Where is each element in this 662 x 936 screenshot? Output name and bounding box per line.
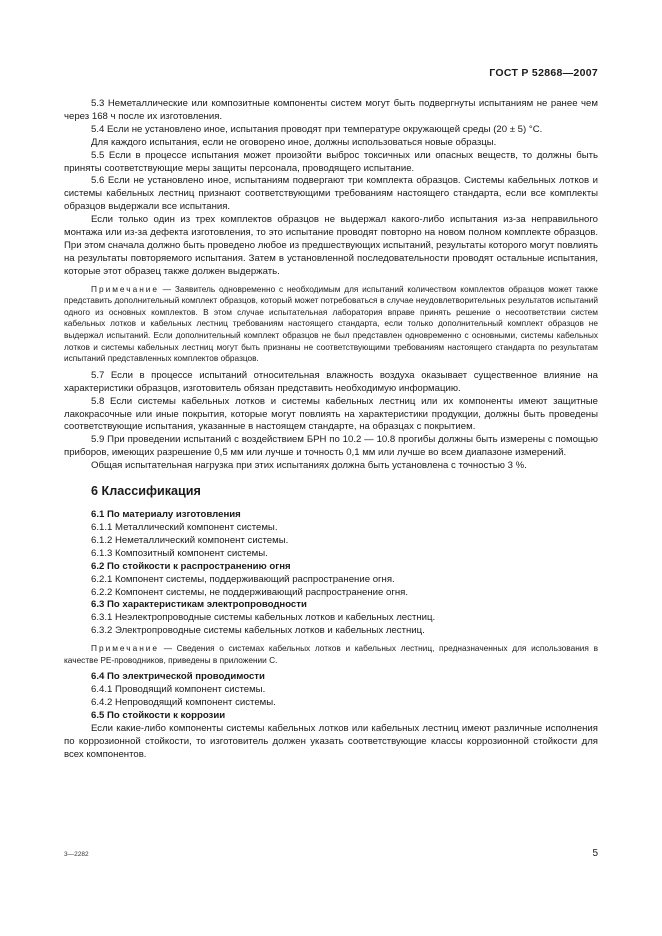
page-number: 5 — [592, 848, 598, 859]
section-6-title: 6 Классификация — [91, 484, 201, 499]
clause-5-6: 5.6 Если не установлено иное, испытаниям подвергают три комплекта образцов. Системы кабельных лотков и системы кабельных лестниц признают соответствующими требованиям настоящего стандарта, если все комплекты образцов выдержали все испытания. — [64, 175, 598, 213]
note-2-text: — Сведения о системах кабельных лотков и кабельных лестниц, предназначенных для использования в качестве РЕ-проводников, приведены в приложении С. — [64, 643, 598, 665]
clause-6-4: 6.4 По электрической проводимости — [91, 671, 265, 683]
clause-6-3-2: 6.3.2 Электропроводные системы кабельных лотков и кабельных лестниц. — [91, 625, 425, 637]
clause-6-1-3: 6.1.3 Композитный компонент системы. — [91, 547, 268, 559]
clause-6-2-1: 6.2.1 Компонент системы, поддерживающий распространение огня. — [91, 573, 395, 585]
clause-6-3-1: 6.3.1 Неэлектропроводные системы кабельных лотков и кабельных лестниц. — [91, 612, 436, 624]
clause-6-5-text: Если какие-либо компоненты системы кабельных лотков или кабельных лестниц имеют различные исполнения по коррозионной стойкости, то изготовитель должен указать соответствующие классы коррозионной стойкости для всех компонентов. — [64, 722, 598, 760]
clause-6-5: 6.5 По стойкости к коррозии — [91, 710, 226, 722]
clause-6-2: 6.2 По стойкости к распространению огня — [91, 560, 291, 572]
clause-6-3: 6.3 По характеристикам электропроводности — [91, 599, 307, 611]
note-1-text: — Заявитель одновременно с необходимым для испытаний количеством комплектов образцов может также представить дополнительный комплект образцов, который может потребоваться в случае неудовлетворительных результатов испытаний одного из основных комплектов. В этом случае испытательная лаборатория вправе принять решение о несоответствии систем кабельных лотков и кабельных лестниц требованиям настоящего стандарта, если только дополнительный комплект образцов не выдержал испытаний. Если дополнительный комплект образцов не был представлен одновременно с основными, системы кабельных лотков и системы кабельных лестниц могут быть признаны не соответствующими требованиям настоящего стандарта по результатам испытаний представленных комплектов образцов. — [64, 283, 598, 364]
clause-6-1: 6.1 По материалу изготовления — [91, 509, 241, 521]
main-content — [64, 98, 598, 762]
clause-5-3: 5.3 Неметаллические или композитные компоненты систем могут быть подвергнуты испытаниям не ранее чем через 168 ч после их изготовления. — [64, 98, 598, 122]
document-header: ГОСТ Р 52868—2007 — [489, 67, 598, 79]
clause-6-1-1: 6.1.1 Металлический компонент системы. — [91, 522, 278, 533]
clause-5-7: 5.7 Если в процессе испытаний относительная влажность воздуха оказывает существенное влияние на характеристики образцов, изготовитель обязан представить необходимую информацию. — [64, 369, 598, 394]
clause-5-4: 5.4 Если не установлено иное, испытания проводят при температуре окружающей среды (20 ± 5) °С. — [91, 123, 543, 135]
clause-5-6-cont: Если только один из трех комплектов образцов не выдержал какого-либо испытания из-за неправильного монтажа или из-за дефекта изготовления, то это испытание проводят повторно на новом полном комплекте образцов. При этом сначала должно быть проведено любое из предшествующих испытаний, результаты которого могут повлиять на результаты повторяемого испытания. Затем в установленной последовательности проводят остальные испытания, которые этот образец также должен выдержать. — [64, 214, 598, 277]
note-2-label: Примечание — [91, 643, 160, 654]
clause-6-2-2: 6.2.2 Компонент системы, не поддерживающий распространение огня. — [91, 586, 408, 598]
clause-5-9: 5.9 При проведении испытаний с воздействием БРН по 10.2 — 10.8 прогибы должны быть измерены с помощью приборов, имеющих разрешение 0,5 мм или лучше и точность 0,1 мм или лучше во всем диапазоне измерений. — [64, 434, 598, 459]
clause-5-5: 5.5 Если в процессе испытания может произойти выброс токсичных или опасных веществ, то должны быть приняты соответствующие меры защиты персонала, проводящего испытание. — [64, 149, 598, 174]
note-1 — [64, 284, 598, 365]
clause-5-8: 5.8 Если системы кабельных лотков и системы кабельных лестниц или их компоненты имеют защитные лакокрасочные или иные покрытия, которые могут повлиять на характеристики продукции, должны быть проведены соответствующие испытания, указанные в настоящем стандарте, на образцах с покрытием. — [64, 395, 598, 433]
clause-5-4-cont: Для каждого испытания, если не оговорено иное, должны использоваться новые образцы. — [91, 136, 497, 148]
clause-6-1-2: 6.1.2 Неметаллический компонент системы. — [91, 534, 289, 546]
note-2 — [64, 643, 598, 666]
print-code: 3—2282 — [64, 851, 89, 858]
clause-5-9-cont: Общая испытательная нагрузка при этих испытаниях должна быть установлена с точностью 3 %. — [91, 460, 527, 472]
clause-6-4-1: 6.4.1 Проводящий компонент системы. — [91, 684, 266, 696]
note-1-label: Примечание — [91, 283, 160, 294]
clause-6-4-2: 6.4.2 Непроводящий компонент системы. — [91, 697, 276, 709]
